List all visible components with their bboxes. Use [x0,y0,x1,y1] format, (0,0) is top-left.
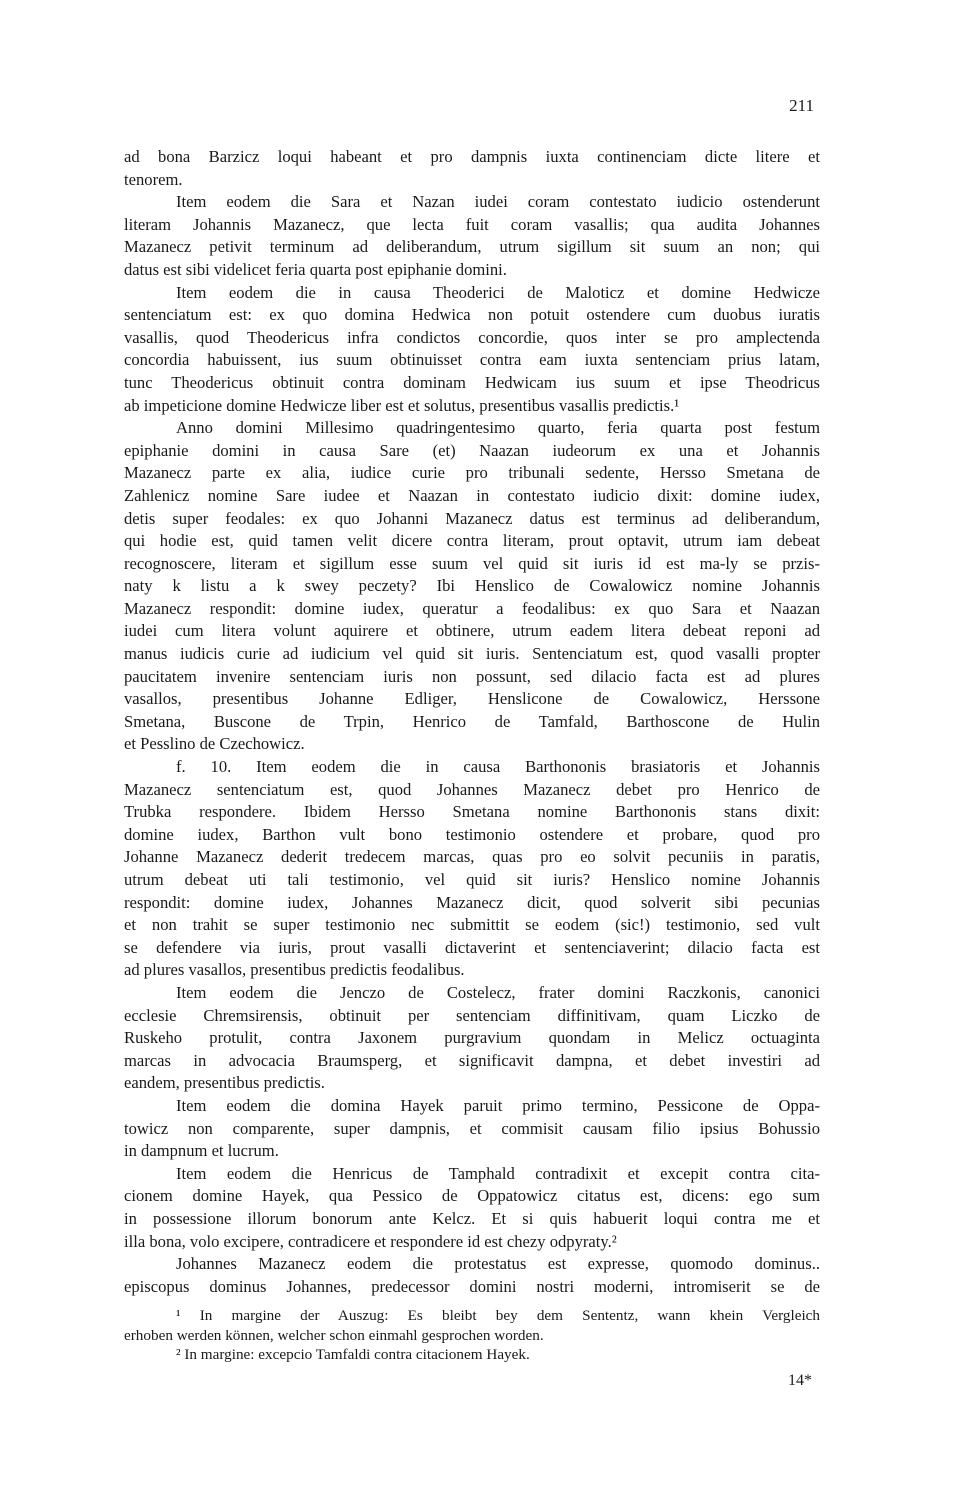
text-line: literam Johannis Mazanecz, que lecta fuit coram vasallis; qua audita Johannes [124,214,820,234]
text-line: iudei cum litera volunt aquirere et obtinere, utrum eadem litera debeat reponi ad [124,621,820,641]
text-line: in dampnum et lucrum. [124,1141,279,1161]
signature-mark: 14* [788,1372,812,1389]
text-line: Johannes Mazanecz eodem die protestatus est expresse, quomodo dominus.. [176,1254,820,1274]
text-line: ad bona Barzicz loqui habeant et pro dampnis iuxta continenciam dicte litere et [124,147,820,166]
text-line: datus est sibi videlicet feria quarta post epiphanie domini. [124,259,507,279]
text-line: towicz non comparente, super dampnis, et commisit causam filio ipsius Bohussio [124,1118,820,1138]
text-line: ad plures vasallos, presentibus predictis feodalibus. [124,960,465,980]
text-line: Mazanecz sentenciatum est, quod Johannes Mazanecz debet pro Henrico de [124,779,820,799]
page-number: 211 [789,96,814,115]
text-line: ecclesie Chremsirensis, obtinuit per sentenciam diffinitivam, quam Liczko de [124,1005,820,1025]
text-line: se defendere via iuris, prout vasalli dictaverint et sentenciaverint; dilacio facta est [124,937,820,957]
text-line: recognoscere, literam et sigillum esse suum vel quid sit iuris id est ma-ly se przis- [124,553,820,573]
text-line: Smetana, Buscone de Trpin, Henrico de Tamfald, Barthoscone de Hulin [124,711,820,731]
text-line: domine iudex, Barthon vult bono testimonio ostendere et probare, quod pro [124,824,820,844]
text-line: Item eodem die in causa Theoderici de Maloticz et domine Hedwicze [176,282,820,302]
text-line: manus iudicis curie ad iudicium vel quid sit iuris. Sentenciatum est, quod vasalli propter [124,644,820,664]
text-line: utrum debeat uti tali testimonio, vel quid sit iuris? Henslico nomine Johannis [124,870,820,889]
text-body [124,146,820,1298]
text-line: paucitatem invenire sentenciam iuris non possunt, sed dilacio facta est ad plures [124,666,820,686]
text-line: Johanne Mazanecz dederit tredecem marcas, quas pro eo solvit pecuniis in paratis, [124,847,820,867]
text-line: concordia habuissent, ius suum obtinuisset contra eam iuxta sentenciam prius latam, [124,350,820,370]
text-line: episcopus dominus Johannes, predecessor domini nostri moderni, intromiserit se de [124,1276,820,1296]
text-line: Mazanecz parte ex alia, iudice curie pro tribunali sedente, Hersso Smetana de [124,463,820,483]
text-line: Mazanecz petivit terminum ad deliberandum, utrum sigillum sit suum an non; qui [124,237,820,257]
footnote-line: erhoben werden können, welcher schon einmahl gesprochen worden. [124,1326,544,1344]
text-line: detis super feodales: ex quo Johanni Mazanecz datus est terminus ad deliberandum, [124,508,820,528]
main-text [124,146,820,1298]
text-line: ab impeticione domine Hedwicze liber est et solutus, presentibus vasallis predictis.¹ [124,395,680,415]
text-line: Trubka respondere. Ibidem Hersso Smetana nomine Barthononis stans dixit: [124,802,820,822]
text-line: illa bona, volo excipere, contradicere et respondere id est chezy odpyraty.² [124,1231,617,1251]
text-line: Item eodem die Sara et Nazan iudei coram contestato iudicio ostenderunt [176,192,820,212]
text-line: Item eodem die domina Hayek paruit primo termino, Pessicone de Oppa- [176,1095,820,1115]
text-line: marcas in advocacia Braumsperg, et significavit dampna, et debet investiri ad [124,1050,820,1070]
footnote-line: ¹ In margine der Auszug: Es bleibt bey dem Sententz, wann khein Vergleich [176,1307,820,1324]
text-line: Mazanecz respondit: domine iudex, queratur a feodalibus: ex quo Sara et Naazan [124,598,820,618]
text-line: in possessione illorum bonorum ante Kelcz. Et si quis habuerit loqui contra me et [124,1208,820,1228]
text-line: eandem, presentibus predictis. [124,1073,325,1093]
text-line: f. 10. Item eodem die in causa Barthononis brasiatoris et Johannis [176,757,820,777]
text-line: Item eodem die Henricus de Tamphald contradixit et excepit contra cita- [176,1163,820,1183]
footnotes [124,1306,820,1365]
text-line: tenorem. [124,169,183,189]
text-line: sentenciatum est: ex quo domina Hedwica non potuit ostendere cum duobus iuratis [124,305,820,325]
text-line: Zahlenicz nomine Sare iudee et Naazan in contestato iudicio dixit: domine iudex, [124,485,820,505]
text-line: Anno domini Millesimo quadringentesimo quarto, feria quarta post festum [176,418,820,438]
text-line: qui hodie est, quid tamen velit dicere contra literam, prout optavit, utrum iam debeat [124,531,820,551]
text-line: vasallos, presentibus Johanne Edliger, Henslicone de Cowalowicz, Herssone [124,689,820,709]
text-line: tunc Theodericus obtinuit contra dominam Hedwicam ius suum et ipse Theodricus [124,372,820,392]
text-line: Item eodem die Jenczo de Costelecz, frater domini Raczkonis, canonici [176,982,820,1002]
text-line: et non trahit se super testimonio nec submittit se eodem (sic!) testimonio, sed vult [124,915,820,935]
footnote-line: ² In margine: excepcio Tamfaldi contra citacionem Hayek. [176,1346,530,1364]
text-line: et Pesslino de Czechowicz. [124,734,305,754]
text-line: cionem domine Hayek, qua Pessico de Oppatowicz citatus est, dicens: ego sum [124,1186,820,1206]
text-line: Ruskeho protulit, contra Jaxonem purgravium quondam in Melicz octuaginta [124,1028,820,1048]
text-line: naty k listu a k swey peczety? Ibi Henslico de Cowalowicz nomine Johannis [124,576,820,596]
text-line: respondit: domine iudex, Johannes Mazanecz dicit, quod solverit sibi pecunias [124,892,820,912]
text-line: epiphanie domini in causa Sare (et) Naazan iudeorum ex una et Johannis [124,440,820,460]
text-line: vasallis, quod Theodericus infra condictos concordie, quos inter se pro amplectenda [124,327,820,347]
